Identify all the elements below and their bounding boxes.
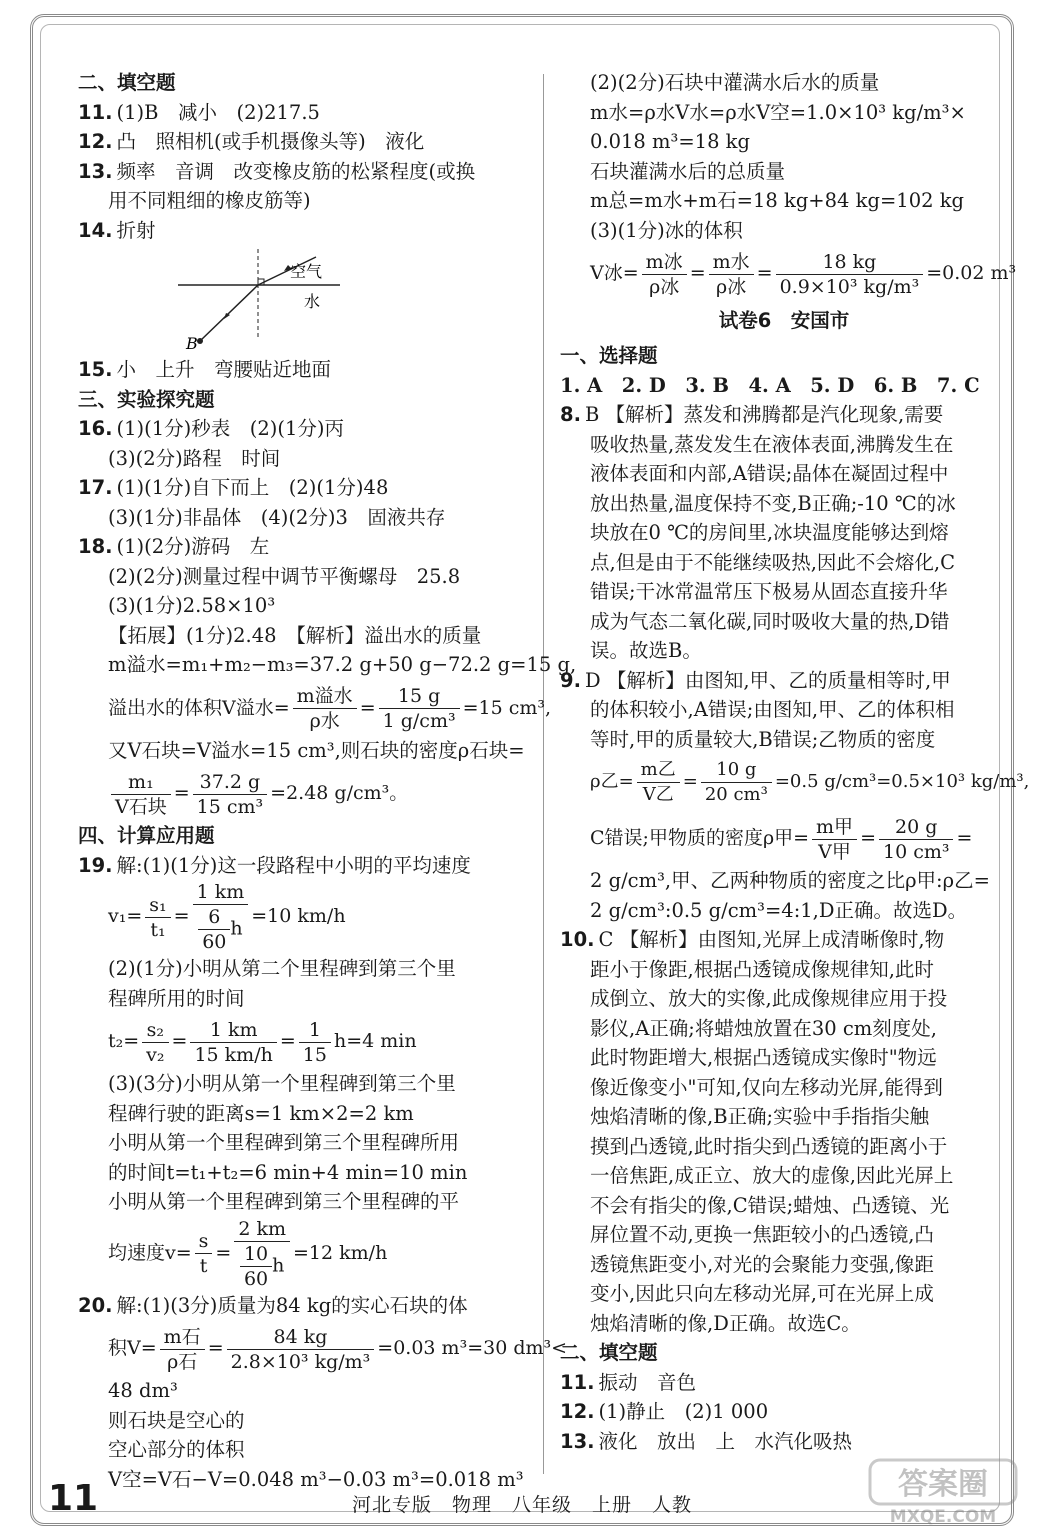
refraction-diagram [78,245,526,355]
answer-20-r5: m总=m水+m石=18 kg+84 kg=102 kg [590,189,965,212]
right-column [560,68,1030,1456]
answer-9-line: 2 g/cm³,甲、乙两种物质的密度之比ρ甲:ρ乙= [590,869,990,892]
answer-18-l5: m溢水=m₁+m₂−m₃=37.2 g+50 g−72.2 g=15 g, [108,653,577,676]
answer-18-formula-1: 溢出水的体积V溢水= $\frac{\text{m溢水}}{\text{ρ水}}$ = $\frac{15 g}{\text{1 g/cm³}}$ =15 cm³, [108,685,552,732]
answer-9-line: 等时,甲的质量较大,B错误;乙物质的密度 [590,727,936,751]
svg-text:答案圈: 答案圈 [898,1467,988,1502]
answer-20: 20. 解:(1)(3分)质量为84 kg的实心石块的体 [78,1293,468,1317]
answer-19-l2: (2)(1分)小明从第二个里程碑到第三个里 [108,957,456,980]
paper-title: 试卷6 安国市 [718,309,850,332]
answer-20-l3: 则石块是空心的 [108,1408,245,1432]
answer-8-line: 吸收热量,蒸发发生在液体表面,沸腾发生在 [590,432,954,456]
section-heading: 一、选择题 [560,344,658,367]
answer-20-r1: (2)(2分)石块中灌满水后水的质量 [590,71,880,94]
answer-9-line: 2 g/cm³:0.5 g/cm³=4:1,D正确。故选D。 [590,898,968,922]
section-heading: 四、计算应用题 [78,824,215,847]
answer-8-line: 块放在0 ℃的房间里,冰块温度能够达到熔 [590,521,949,544]
answer-20-r6: (3)(1分)冰的体积 [590,218,743,242]
answer-10-line: 变小,因此只向左移动光屏,可在光屏上成 [590,1282,934,1305]
answer-19-l7: 的时间t=t₁+t₂=6 min+4 min=10 min [108,1160,468,1184]
section-heading: 二、填空题 [78,71,176,94]
answer-19-formula-3: 均速度v= $\frac{s}{t}$ = 2 km $\frac{10}{60}$ h =12 km/h [108,1217,388,1290]
answer-20-formula-1: 积V= $\frac{\text{m石}}{\text{ρ石}}$ = $\frac{84 kg}{\text{2.8×10³ kg/m³}}$ =0.03 m³=30 dm³< [108,1325,568,1373]
answer-10-line: 透镜焦距变小,对光的会聚能力变强,像距 [590,1252,934,1276]
answer-18-l3: (3)(1分)2.58×10³ [108,594,276,617]
answer-8-line: 误。故选B。 [590,639,702,662]
answer-15: 15. 小 上升 弯腰贴近地面 [78,358,332,381]
answer-19-formula-1: v₁= $\frac{\text{s₁}}{\text{t₁}}$ = 1 km $\frac{6}{60}$ h =10 km/h [108,881,346,953]
answer-20-r3: 0.018 m³=18 kg [590,130,750,153]
fill-answer-12: 12. (1)静止 (2)1 000 [560,1400,769,1423]
answer-18-l2: (2)(2分)测量过程中调节平衡螺母 25.8 [108,564,461,588]
answer-10-line: 屏位置不动,更换一焦距较小的凸透镜,凸 [590,1223,934,1246]
answer-8-line: 放出热量,温度保持不变,B正确;-10 ℃的冰 [590,491,956,515]
answer-9-line: 的体积较小,A错误;由图知,甲、乙的体积相 [590,698,955,721]
answer-19-l8: 小明从第一个里程碑到第三个里程碑的平 [108,1190,460,1213]
answer-8: 8. B 【解析】蒸发和沸腾都是汽化现象,需要 [560,403,944,426]
answer-13: 13. 频率 音调 改变橡皮筋的松紧程度(或换 [78,159,476,183]
answer-8-line: 成为气态二氧化碳,同时吸收大量的热,D错 [590,609,950,633]
left-column [78,68,577,1494]
answer-20-r2: m水=ρ水V水=ρ水V空=1.0×10³ kg/m³× [590,100,966,124]
answer-20-l5: V空=V石−V=0.048 m³−0.03 m³=0.018 m³ [108,1467,524,1491]
answer-20-r4: 石块灌满水后的总质量 [590,159,786,183]
answer-8-line: 错误;干冰常温常压下极易从固态直接升华 [590,580,948,603]
answer-9-formula-2: C错误;甲物质的密度ρ甲= $\frac{\text{m甲}}{\text{V甲}}$ = $\frac{20 g}{\text{10 cm³}}$ = [590,815,973,863]
answer-18-l4: 【拓展】(1分)2.48 【解析】溢出水的质量 [108,623,482,647]
svg-text:MXQE.COM: MXQE.COM [889,1507,997,1526]
answer-10-line: 成倒立、放大的实像,此成像规律应用于投 [590,987,948,1010]
choice-answers: 1. A 2. D 3. B 4. A 5. D 6. B 7. C [560,373,980,397]
answer-19-l3: 程碑所用的时间 [108,986,245,1010]
answer-9: 9. D 【解析】由图知,甲、乙的质量相等时,甲 [560,668,951,692]
answer-16: 16. (1)(1分)秒表 (2)(1分)丙 [78,417,345,440]
fill-answer-11: 11. 振动 音色 [560,1370,697,1394]
page-number: 11 [48,1478,99,1519]
diagram-air-label: 空气 [290,262,323,281]
answer-18: 18. (1)(2分)游码 左 [78,535,270,558]
answer-19-l4: (3)(3分)小明从第一个里程碑到第三个里 [108,1072,456,1095]
answer-20-formula-ice: V冰= $\frac{\text{m冰}}{\text{ρ冰}}$ = $\frac{\text{m水}}{\text{ρ冰}}$ = $\frac{18 kg}{\text{0.9×10³ kg/m³}}$ =0.02 m³ [590,250,1017,298]
answer-19-l5: 程碑行驶的距离s=1 km×2=2 km [108,1101,414,1125]
answer-17-cont: (3)(1分)非晶体 (4)(2分)3 固液共存 [108,505,446,529]
answer-12: 12. 凸 照相机(或手机摄像头等) 液化 [78,130,425,153]
answer-10-line: 不会有指尖的像,C错误;蜡烛、凸透镜、光 [590,1193,950,1217]
answer-10-line: 此时物距增大,根据凸透镜成实像时"物远 [590,1046,937,1069]
watermark-logo [868,1456,1018,1526]
book-info: 河北专版 物理 八年级 上册 人教 [352,1494,693,1516]
diagram-point-b: B [186,334,198,353]
answer-18-formula-2: $\frac{\text{m₁}}{\text{V石块}}$ = $\frac{37.2 g}{\text{15 cm³}}$ =2.48 g/cm³。 [78,765,526,821]
answer-10-line: 距小于像距,根据凸透镜成像规律知,此时 [590,957,934,981]
answer-10-line: 影仪,A正确;将蜡烛放置在30 cm刻度处, [590,1016,937,1040]
answer-10-line: 烛焰清晰的像,D正确。故选C。 [590,1311,861,1335]
answer-19-formula-2: t₂= $\frac{\text{s₂}}{\text{v₂}}$ = $\frac{1 km}{15 km/h}$ = $\frac{1}{15}$ h=4 min [108,1018,417,1066]
answer-10-line: 像近像变小"可知,仅向左移动光屏,能得到 [590,1075,943,1099]
answer-16-cont: (3)(2分)路程 时间 [108,446,281,470]
fill-answer-13: 13. 液化 放出 上 水汽化吸热 [560,1429,853,1453]
answer-10: 10. C 【解析】由图知,光屏上成清晰像时,物 [560,928,945,951]
answer-10-line: 一倍焦距,成正立、放大的虚像,因此光屏上 [590,1164,954,1187]
answer-11: 11. (1)B 减小 (2)217.5 [78,100,320,124]
answer-19-l6: 小明从第一个里程碑到第三个里程碑所用 [108,1131,460,1154]
answer-20-l4: 空心部分的体积 [108,1438,245,1461]
section-heading: 二、填空题 [560,1341,658,1364]
answer-10-line: 烛焰清晰的像,B正确;实验中手指指尖触 [590,1105,930,1128]
answer-10-line: 摸到凸透镜,此时指尖到凸透镜的距离小于 [590,1134,948,1158]
answer-8-line: 液体表面和内部,A错误;晶体在凝固过程中 [590,462,949,485]
answer-13-cont: 用不同粗细的橡皮筋等) [108,189,311,212]
column-divider [543,74,544,1474]
answer-19: 19. 解:(1)(1分)这一段路程中小明的平均速度 [78,853,471,877]
answer-14: 14. 折射 [78,218,156,242]
diagram-water-label: 水 [304,292,321,311]
answer-20-l2: 48 dm³ [108,1379,178,1402]
answer-17: 17. (1)(1分)自下而上 (2)(1分)48 [78,476,389,499]
section-heading: 三、实验探究题 [78,387,215,411]
answer-8-line: 点,但是由于不能继续吸热,因此不会熔化,C [590,550,956,574]
answer-9-formula-1: ρ乙= $\frac{\text{m乙}}{\text{V乙}}$ = $\frac{10 g}{\text{20 cm³}}$ =0.5 g/cm³=0.5×10³ kg/m³, [590,758,1030,805]
answer-18-l7: 又V石块=V溢水=15 cm³,则石块的密度ρ石块= [108,738,525,762]
